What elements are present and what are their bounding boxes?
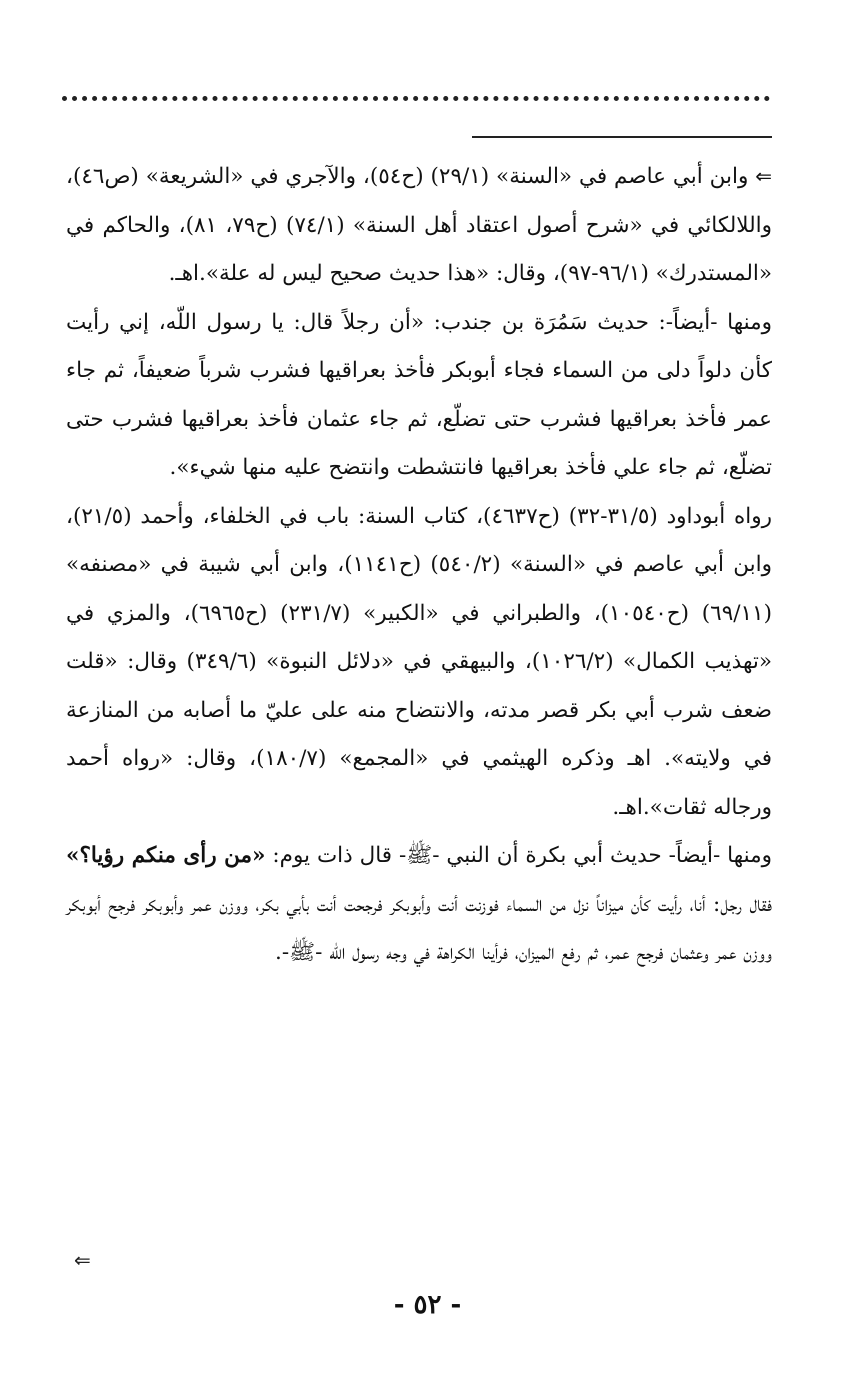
footnote-text: وابن أبي عاصم في «السنة» (٢٩/١) (ح٥٤)، والآجري في «الشريعة» (ص٤٦)، واللالكائي في «شرح أصول اعتقاد أهل السنة» (٧٤/١) (ح٧٩، ٨١)، والحاكم في «المستدرك» (٩٦/١-٩٧)، وقال: «هذا حديث صحيح ليس له علة».اهـ.: [66, 164, 772, 286]
footnote-separator-line: [472, 136, 772, 138]
dotted-separator: [62, 96, 770, 101]
continuation-arrow-icon: ⇐: [74, 1248, 91, 1272]
paragraph-abu-bakra-hadith: [66, 832, 772, 978]
footnote-continuation: [66, 152, 772, 299]
paragraph-rest-text: فقال رجل: أنا، رأيت كأن ميزاناً نزل من السماء فوزنت أنت وأبوبكر فرجحت أنت بأبي بكر، ووزن عمر وأبوبكر فرجح أبوبكر ووزن عمر وعثمان فرجح عمر، ثم رفع الميزان، فرأينا الكراهة في وجه رسول اللّه -ﷺ-.: [66, 891, 772, 965]
continuation-from-arrow-icon: ⇐: [755, 164, 772, 188]
paragraph-samura-hadith: ومنها -أيضاً-: حديث سَمُرَة بن جندب: «أن رجلاً قال: يا رسول اللّه، إني رأيت كأن دلواً دلى من السماء فجاء أبوبكر فأخذ بعراقيها فشرب شرباً ضعيفاً، ثم جاء عمر فأخذ بعراقيها فشرب حتى تضلّع، ثم جاء عثمان فأخذ بعراقيها فشرب حتى تضلّع، ثم جاء علي فأخذ بعراقيها فانتشطت وانتضح عليه منها شيء».: [66, 309, 772, 480]
paragraph-intro-text: ومنها -أيضاً- حديث أبي بكرة أن النبي -ﷺ- قال ذات يوم:: [265, 843, 773, 868]
page-number: - ٥٢ -: [393, 1290, 462, 1320]
bold-quote: «من رأى منكم رؤيا؟»: [66, 843, 266, 868]
page-body-text: [66, 152, 772, 978]
paragraph-hadith-sources: رواه أبوداود (٣١/٥-٣٢) (ح٤٦٣٧)، كتاب السنة: باب في الخلفاء، وأحمد (٢١/٥)، وابن أبي عاصم في «السنة» (٥٤٠/٢) (ح١١٤١)، وابن أبي شيبة في «مصنفه» (٦٩/١١) (ح١٠٥٤٠)، والطبراني في «الكبير» (٢٣١/٧) (ح٦٩٦٥)، والمزي في «تهذيب الكمال» (١٠٢٦/٢)، والبيهقي في «دلائل النبوة» (٣٤٩/٦) وقال: «قلت ضعف شرب أبي بكر قصر مدته، والانتضاح منه على عليّ ما أصابه من المنازعة في ولايته». اهـ وذكره الهيثمي في «المجمع» (١٨٠/٧)، وقال: «رواه أحمد ورجاله ثقات».اهـ.: [66, 503, 772, 820]
